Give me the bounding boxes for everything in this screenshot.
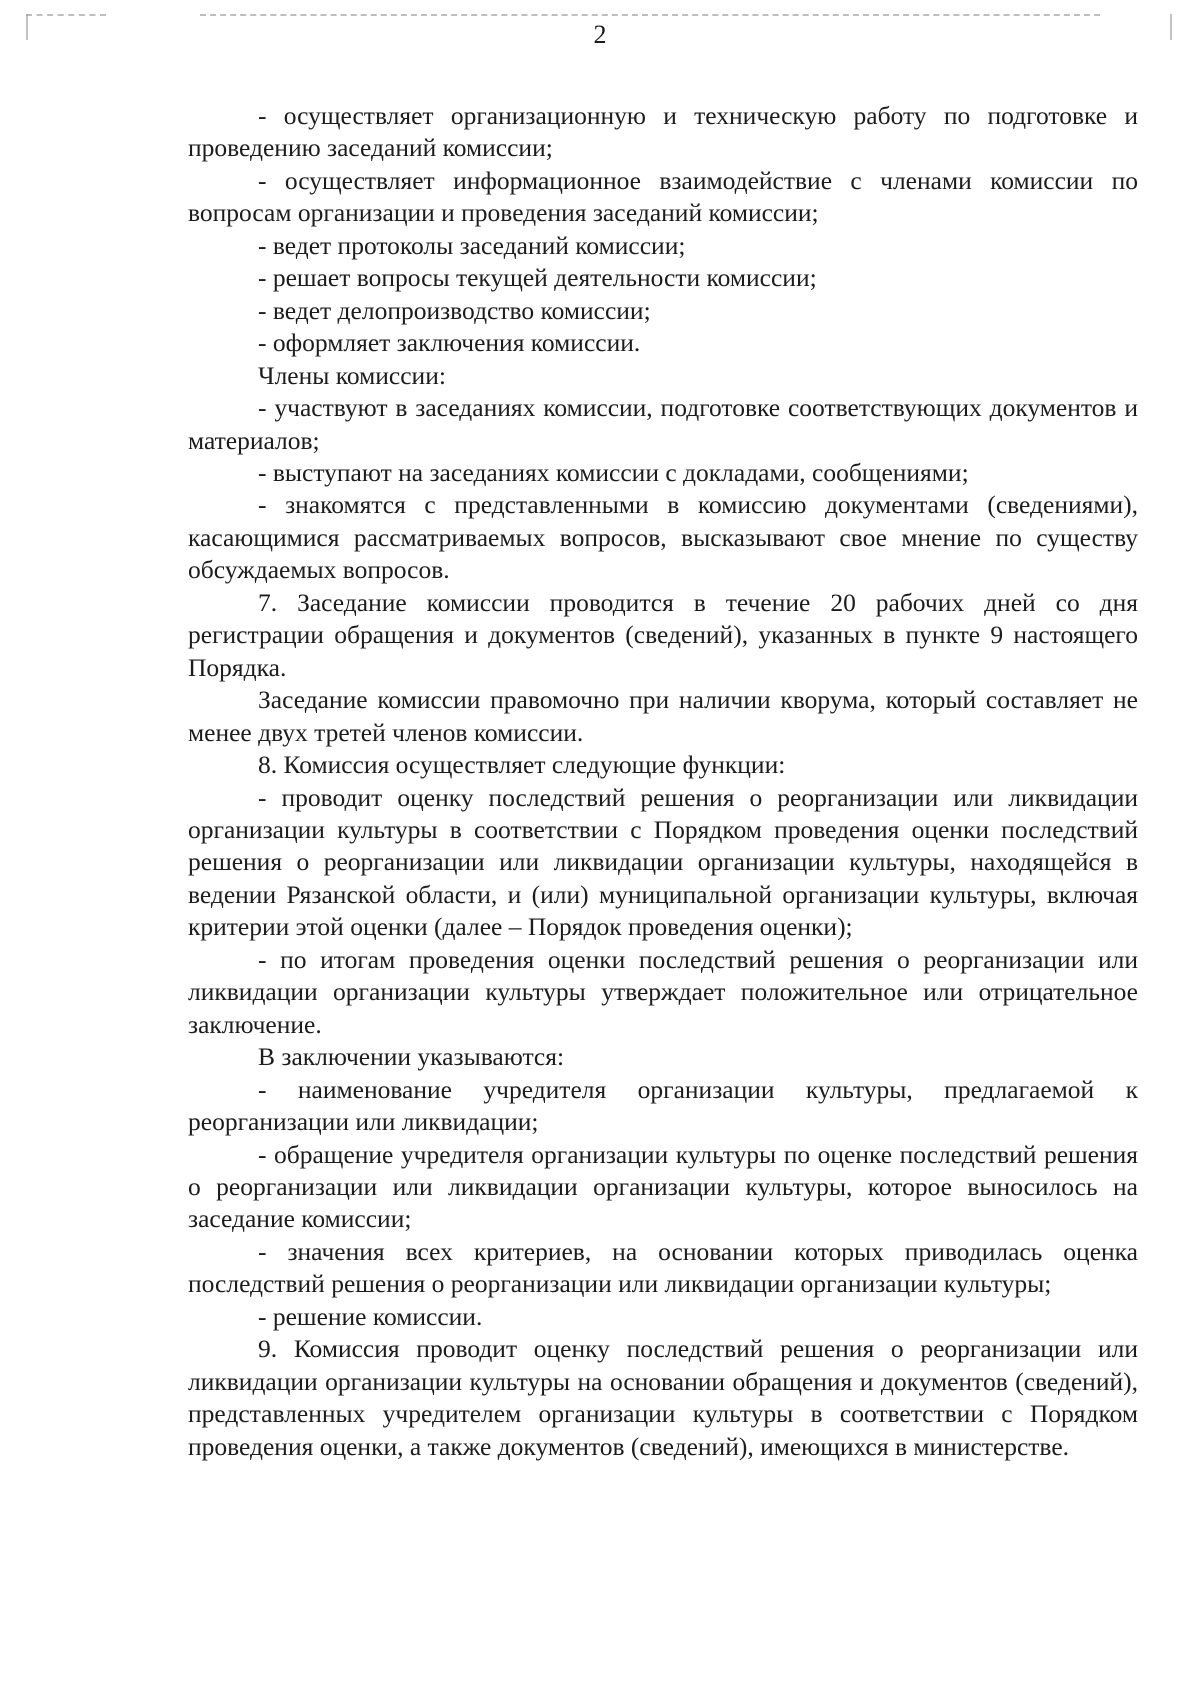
paragraph: Заседание комиссии правомочно при наличии кворума, который составляет не менее двух третей членов комиссии. — [188, 685, 1138, 747]
paragraph: 7. Заседание комиссии проводится в течение 20 рабочих дней со дня регистрации обращения и документов (сведений), указанных в пункте 9 настоящего Порядка. — [188, 587, 1138, 682]
paragraph: В заключении указываются: — [258, 1042, 565, 1072]
paragraph: - решает вопросы текущей деятельности комиссии; — [258, 263, 817, 293]
paragraph: - по итогам проведения оценки последствий решения о реорганизации или ликвидации организации культуры утверждает положительное или отрицательное заключение. — [188, 944, 1138, 1039]
paragraph: - участвуют в заседаниях комиссии, подготовке соответствующих документов и материалов; — [188, 393, 1138, 455]
paragraph: 9. Комиссия проводит оценку последствий решения о реорганизации или ликвидации организации культуры на основании обращения и документов (сведений), представленных учредителем организации культуры в соответствии с Порядком проведения оценки, а также документов (сведений), имеющихся в министерстве. — [188, 1334, 1138, 1461]
paragraph: - ведет протоколы заседаний комиссии; — [258, 230, 686, 260]
paragraph: - знакомятся с представленными в комиссию документами (сведениями), касающимися рассматриваемых вопросов, высказывают свое мнение по существу обсуждаемых вопросов. — [188, 490, 1138, 585]
paragraph: - ведет делопроизводство комиссии; — [258, 295, 651, 325]
paragraph: - значения всех критериев, на основании которых приводилась оценка последствий решения о реорганизации или ликвидации организации культуры; — [188, 1236, 1138, 1299]
paragraph: - осуществляет организационную и техническую работу по подготовке и проведению заседаний комиссии; — [188, 101, 1138, 163]
paragraph: 8. Комиссия осуществляет следующие функции: — [258, 750, 786, 780]
scan-top-edge-left — [26, 14, 106, 16]
paragraph: - наименование учредителя организации культуры, предлагаемой к реорганизации или ликвидации; — [188, 1074, 1138, 1137]
paragraph: - оформляет заключения комиссии. — [258, 328, 641, 358]
scan-top-edge-center — [200, 14, 1100, 16]
paragraph: - обращение учредителя организации культуры по оценке последствий решения о реорганизации или ликвидации организации культуры, которое выносилось на заседание комиссии; — [188, 1139, 1138, 1234]
paragraph: - осуществляет информационное взаимодействие с членами комиссии по вопросам организации и проведения заседаний комиссии; — [188, 165, 1138, 228]
paragraph: Члены комиссии: — [258, 360, 446, 390]
paragraph: - решение комиссии. — [258, 1301, 483, 1331]
page-number: 2 — [593, 20, 607, 49]
paragraph: - выступают на заседаниях комиссии с докладами, сообщениями; — [258, 457, 969, 487]
document-body — [188, 100, 1138, 1463]
paragraph: - проводит оценку последствий решения о реорганизации или ликвидации организации культуры в соответствии с Порядком проведения оценки последствий решения о реорганизации или ликвидации организации культуры, находящейся в ведении Рязанской области, и (или) муниципальной организации культуры, включая критерии этой оценки (далее – Порядок проведения оценки); — [188, 782, 1138, 942]
